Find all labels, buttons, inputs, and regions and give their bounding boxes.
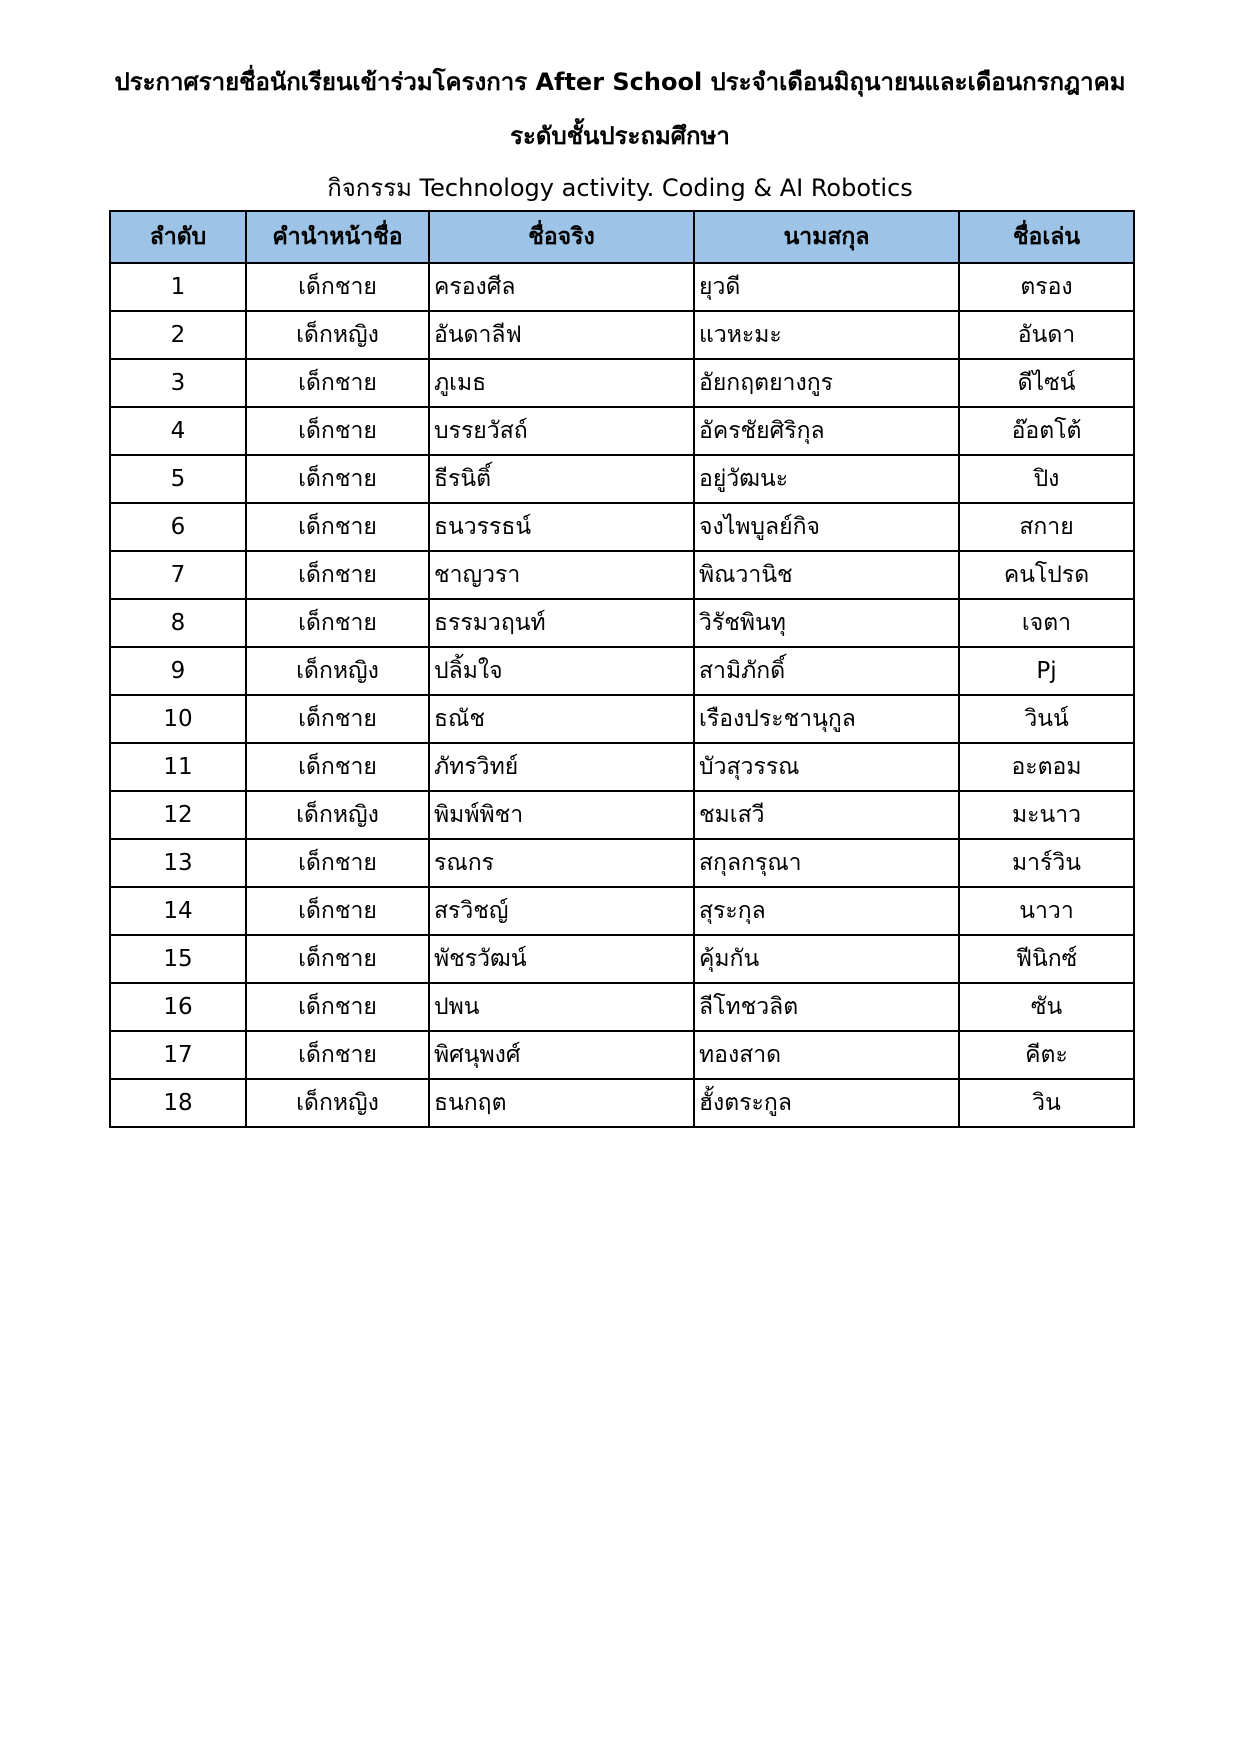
cell-number: 15 (110, 935, 246, 983)
cell-last-name: พิณวานิช (694, 551, 959, 599)
cell-prefix: เด็กชาย (246, 359, 429, 407)
cell-prefix: เด็กชาย (246, 887, 429, 935)
cell-last-name: วิรัชพินทุ (694, 599, 959, 647)
cell-first-name: พัชรวัฒน์ (429, 935, 694, 983)
cell-last-name: ฮั้งตระกูล (694, 1079, 959, 1127)
cell-prefix: เด็กหญิง (246, 791, 429, 839)
cell-last-name: คุ้มกัน (694, 935, 959, 983)
table-row (110, 407, 1134, 455)
cell-nickname: คีตะ (959, 1031, 1134, 1079)
cell-first-name: อันดาลีฟ (429, 311, 694, 359)
cell-number: 17 (110, 1031, 246, 1079)
cell-number: 9 (110, 647, 246, 695)
table-row (110, 743, 1134, 791)
table-row (110, 887, 1134, 935)
cell-first-name: ปพน (429, 983, 694, 1031)
activity-subtitle: กิจกรรม Technology activity. Coding & AI Robotics (327, 174, 913, 202)
cell-nickname: คนโปรด (959, 551, 1134, 599)
column-header-prefix: คำนำหน้าชื่อ (246, 211, 429, 263)
cell-prefix: เด็กชาย (246, 1031, 429, 1079)
cell-last-name: อัครชัยศิริกุล (694, 407, 959, 455)
cell-nickname: ดีไซน์ (959, 359, 1134, 407)
cell-nickname: นาวา (959, 887, 1134, 935)
cell-last-name: ทองสาด (694, 1031, 959, 1079)
cell-first-name: ธนวรรธน์ (429, 503, 694, 551)
cell-nickname: อะตอม (959, 743, 1134, 791)
table-row (110, 1031, 1134, 1079)
cell-first-name: ธณัช (429, 695, 694, 743)
cell-number: 6 (110, 503, 246, 551)
table-body (110, 263, 1134, 1127)
table-row (110, 311, 1134, 359)
cell-prefix: เด็กหญิง (246, 311, 429, 359)
cell-nickname: เจตา (959, 599, 1134, 647)
cell-nickname: ปิง (959, 455, 1134, 503)
cell-last-name: สามิภักดิ์ (694, 647, 959, 695)
table-row (110, 455, 1134, 503)
cell-number: 3 (110, 359, 246, 407)
cell-first-name: ครองศีล (429, 263, 694, 311)
table-row (110, 263, 1134, 311)
column-header-last-name: นามสกุล (694, 211, 959, 263)
cell-number: 13 (110, 839, 246, 887)
cell-last-name: สกุลกรุณา (694, 839, 959, 887)
cell-nickname: มะนาว (959, 791, 1134, 839)
cell-last-name: ยุวดี (694, 263, 959, 311)
table-row (110, 791, 1134, 839)
cell-first-name: ธรรมวฤนท์ (429, 599, 694, 647)
cell-first-name: พิศนุพงศ์ (429, 1031, 694, 1079)
table-row (110, 647, 1134, 695)
table-row (110, 1079, 1134, 1127)
table-row (110, 983, 1134, 1031)
student-roster-table (109, 210, 1135, 1128)
table-row (110, 551, 1134, 599)
cell-first-name: สรวิชญ์ (429, 887, 694, 935)
cell-last-name: แวหะมะ (694, 311, 959, 359)
cell-number: 8 (110, 599, 246, 647)
cell-prefix: เด็กชาย (246, 743, 429, 791)
column-header-nickname: ชื่อเล่น (959, 211, 1134, 263)
cell-prefix: เด็กชาย (246, 503, 429, 551)
grade-level-subtitle: ระดับชั้นประถมศึกษา (510, 122, 730, 150)
table-row (110, 599, 1134, 647)
cell-prefix: เด็กชาย (246, 455, 429, 503)
table-row (110, 503, 1134, 551)
cell-last-name: จงไพบูลย์กิจ (694, 503, 959, 551)
cell-first-name: บรรยวัสถ์ (429, 407, 694, 455)
cell-last-name: บัวสุวรรณ (694, 743, 959, 791)
cell-prefix: เด็กชาย (246, 935, 429, 983)
cell-first-name: ภูเมธ (429, 359, 694, 407)
cell-first-name: ธนกฤต (429, 1079, 694, 1127)
cell-number: 18 (110, 1079, 246, 1127)
cell-first-name: พิมพ์พิชา (429, 791, 694, 839)
cell-number: 2 (110, 311, 246, 359)
cell-prefix: เด็กชาย (246, 983, 429, 1031)
cell-prefix: เด็กชาย (246, 551, 429, 599)
cell-prefix: เด็กชาย (246, 599, 429, 647)
cell-prefix: เด็กหญิง (246, 647, 429, 695)
table-header (110, 211, 1134, 263)
cell-nickname: ฟีนิกซ์ (959, 935, 1134, 983)
cell-nickname: วินน์ (959, 695, 1134, 743)
cell-number: 10 (110, 695, 246, 743)
cell-nickname: มาร์วิน (959, 839, 1134, 887)
cell-nickname: ตรอง (959, 263, 1134, 311)
table-row (110, 695, 1134, 743)
cell-first-name: รณกร (429, 839, 694, 887)
cell-number: 7 (110, 551, 246, 599)
cell-last-name: เรืองประชานุกูล (694, 695, 959, 743)
table-row (110, 839, 1134, 887)
table-header-row (110, 211, 1134, 263)
cell-nickname: ซัน (959, 983, 1134, 1031)
cell-prefix: เด็กชาย (246, 695, 429, 743)
cell-nickname: อันดา (959, 311, 1134, 359)
column-header-first-name: ชื่อจริง (429, 211, 694, 263)
table-row (110, 935, 1134, 983)
cell-last-name: อัยกฤตยางกูร (694, 359, 959, 407)
cell-number: 14 (110, 887, 246, 935)
cell-nickname: สกาย (959, 503, 1134, 551)
cell-number: 11 (110, 743, 246, 791)
cell-prefix: เด็กชาย (246, 263, 429, 311)
announcement-title: ประกาศรายชื่อนักเรียนเข้าร่วมโครงการ After School ประจำเดือนมิถุนายนและเดือนกรกฎาคม (114, 68, 1126, 96)
cell-last-name: ลีโทชวลิต (694, 983, 959, 1031)
cell-number: 1 (110, 263, 246, 311)
cell-nickname: Pj (959, 647, 1134, 695)
cell-nickname: วิน (959, 1079, 1134, 1127)
cell-last-name: สุระกุล (694, 887, 959, 935)
cell-number: 5 (110, 455, 246, 503)
cell-prefix: เด็กชาย (246, 839, 429, 887)
cell-first-name: ปลิ้มใจ (429, 647, 694, 695)
cell-last-name: อยู่วัฒนะ (694, 455, 959, 503)
cell-first-name: ชาญวรา (429, 551, 694, 599)
cell-first-name: ธีรนิติ์ (429, 455, 694, 503)
cell-prefix: เด็กชาย (246, 407, 429, 455)
cell-nickname: อ๊อตโต้ (959, 407, 1134, 455)
cell-prefix: เด็กหญิง (246, 1079, 429, 1127)
column-header-number: ลำดับ (110, 211, 246, 263)
cell-number: 4 (110, 407, 246, 455)
cell-number: 12 (110, 791, 246, 839)
table-row (110, 359, 1134, 407)
cell-last-name: ชมเสวี (694, 791, 959, 839)
cell-number: 16 (110, 983, 246, 1031)
cell-first-name: ภัทรวิทย์ (429, 743, 694, 791)
